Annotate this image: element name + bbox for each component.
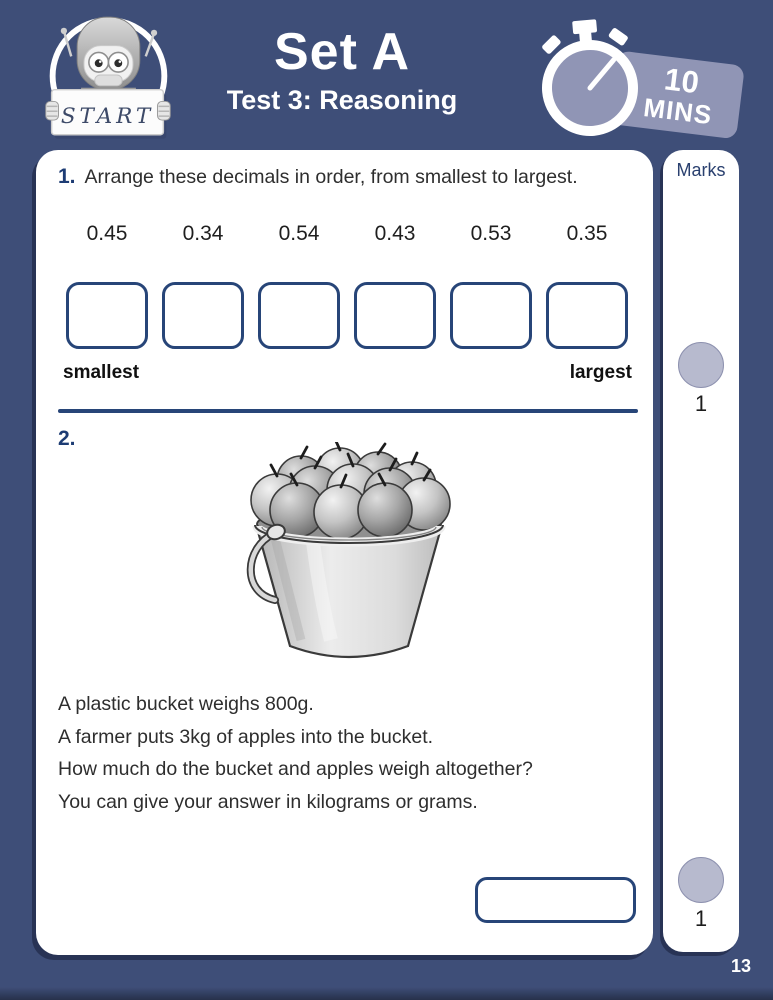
mark-circle	[678, 342, 724, 388]
timer-value: 10	[662, 61, 701, 101]
mark-value: 1	[694, 391, 708, 416]
question-card	[36, 150, 653, 955]
question-2-answer-box[interactable]	[475, 877, 636, 923]
order-answer-box-2[interactable]	[162, 282, 244, 349]
question-2-line: A plastic bucket weighs 800g.	[58, 693, 314, 715]
decimal-value: 0.54	[278, 222, 320, 245]
timer-badge	[528, 12, 756, 142]
question-2-line: You can give your answer in kilograms or grams.	[58, 790, 478, 813]
order-labels-row	[63, 362, 632, 384]
question-1-prompt: Arrange these decimals in order, from smallest to largest.	[84, 166, 578, 188]
question-1-header	[58, 165, 638, 189]
decimal-value: 0.43	[374, 222, 416, 245]
stopwatch-icon	[528, 12, 756, 142]
order-answer-box-1[interactable]	[66, 282, 148, 349]
decimal-values-row	[66, 222, 628, 246]
mark-item-q2	[663, 857, 739, 932]
marks-title: Marks	[676, 160, 726, 180]
page-edge-shadow	[0, 987, 773, 1000]
question-2-text	[58, 688, 643, 818]
decimal-value: 0.34	[182, 222, 224, 245]
marks-panel	[663, 150, 739, 952]
order-answer-box-3[interactable]	[258, 282, 340, 349]
decimal-value: 0.53	[470, 222, 512, 245]
question-divider	[58, 409, 638, 413]
decimal-value: 0.35	[566, 222, 608, 245]
bucket-of-apples-illustration	[243, 442, 455, 666]
robot-sign-label: START	[60, 104, 155, 129]
test-subtitle: Test 3: Reasoning	[226, 85, 458, 115]
bucket-of-apples-icon	[243, 442, 455, 666]
smallest-label: smallest	[63, 362, 140, 383]
mark-item-q1	[663, 342, 739, 417]
order-answer-box-4[interactable]	[354, 282, 436, 349]
robot-start-badge	[34, 5, 181, 143]
timer-unit: MINS	[641, 92, 714, 131]
mark-circle	[678, 857, 724, 903]
ordering-answer-boxes	[66, 282, 628, 349]
mark-value: 1	[694, 906, 708, 931]
question-2-line: A farmer puts 3kg of apples into the bucket.	[58, 725, 434, 748]
order-answer-box-6[interactable]	[546, 282, 628, 349]
question-2-line: How much do the bucket and apples weigh altogether?	[58, 758, 533, 781]
largest-label: largest	[569, 362, 632, 383]
set-title: Set A	[274, 23, 410, 81]
page-number: 13	[730, 956, 751, 976]
order-answer-box-5[interactable]	[450, 282, 532, 349]
question-2-number: 2.	[58, 427, 76, 450]
page-title-block	[192, 23, 492, 116]
question-1-number: 1.	[58, 165, 76, 188]
robot-icon	[34, 5, 181, 143]
decimal-value: 0.45	[86, 222, 128, 245]
